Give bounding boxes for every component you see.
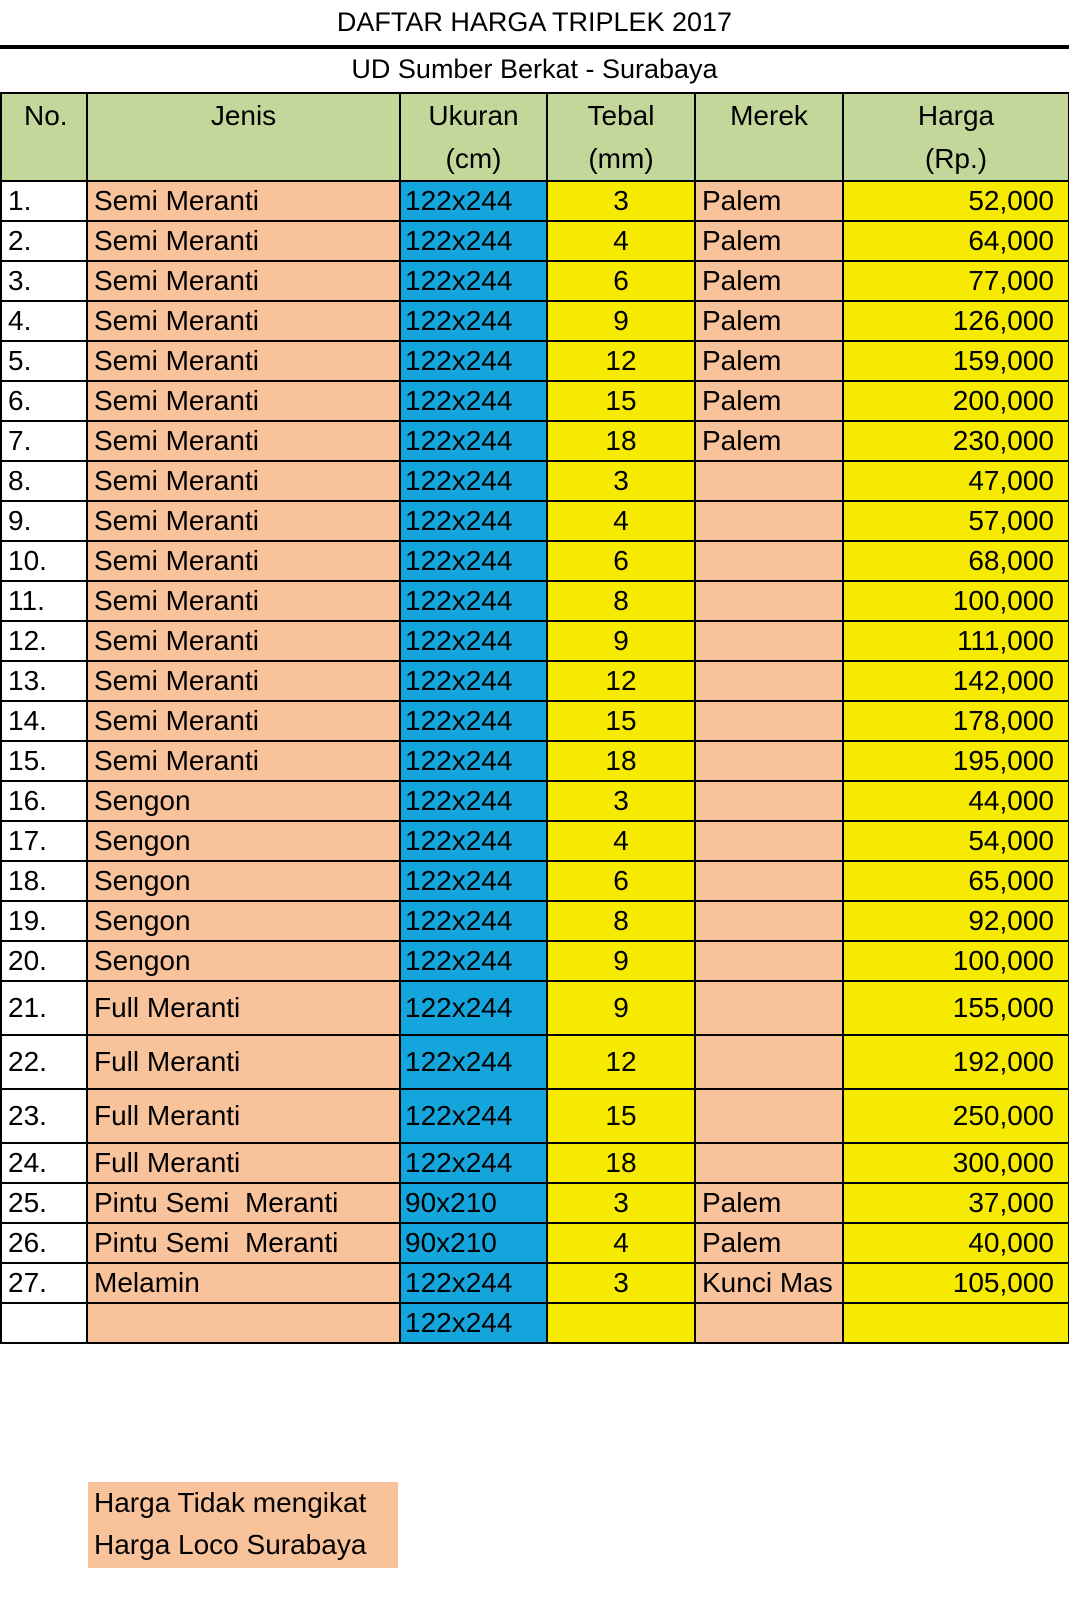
cell-merek: Palem xyxy=(695,421,843,461)
cell-jenis: Semi Meranti xyxy=(87,741,400,781)
cell-harga: 155,000 xyxy=(843,981,1069,1035)
table-row xyxy=(1,341,1069,381)
cell-ukuran: 122x244 xyxy=(400,501,547,541)
page-title: DAFTAR HARGA TRIPLEK 2017 xyxy=(336,7,733,37)
cell-no: 27. xyxy=(1,1263,87,1303)
table-row xyxy=(1,1263,1069,1303)
cell-merek: Kunci Mas xyxy=(695,1263,843,1303)
cell-ukuran: 122x244 xyxy=(400,821,547,861)
cell-ukuran: 122x244 xyxy=(400,861,547,901)
cell-tebal: 3 xyxy=(547,1263,695,1303)
price-note xyxy=(88,1482,398,1568)
cell-tebal: 8 xyxy=(547,581,695,621)
cell-no: 7. xyxy=(1,421,87,461)
cell-harga: 105,000 xyxy=(843,1263,1069,1303)
cell-jenis: Semi Meranti xyxy=(87,501,400,541)
cell-ukuran: 122x244 xyxy=(400,541,547,581)
cell-harga: 54,000 xyxy=(843,821,1069,861)
cell-no xyxy=(1,1303,87,1343)
cell-harga: 100,000 xyxy=(843,581,1069,621)
cell-merek: Palem xyxy=(695,181,843,221)
cell-jenis: Sengon xyxy=(87,941,400,981)
cell-tebal: 15 xyxy=(547,701,695,741)
cell-no: 25. xyxy=(1,1183,87,1223)
table-row xyxy=(1,701,1069,741)
cell-jenis: Full Meranti xyxy=(87,1035,400,1089)
cell-merek xyxy=(695,941,843,981)
table-row xyxy=(1,1143,1069,1183)
cell-harga: 77,000 xyxy=(843,261,1069,301)
cell-ukuran: 122x244 xyxy=(400,661,547,701)
cell-harga: 65,000 xyxy=(843,861,1069,901)
table-row xyxy=(1,861,1069,901)
cell-ukuran: 122x244 xyxy=(400,1089,547,1143)
cell-ukuran: 122x244 xyxy=(400,421,547,461)
page-subtitle: UD Sumber Berkat - Surabaya xyxy=(351,54,718,84)
cell-tebal: 4 xyxy=(547,501,695,541)
cell-merek xyxy=(695,1143,843,1183)
cell-jenis: Semi Meranti xyxy=(87,461,400,501)
cell-jenis: Semi Meranti xyxy=(87,341,400,381)
cell-no: 6. xyxy=(1,381,87,421)
table-row xyxy=(1,301,1069,341)
cell-harga: 192,000 xyxy=(843,1035,1069,1089)
cell-merek xyxy=(695,981,843,1035)
cell-tebal: 6 xyxy=(547,261,695,301)
cell-ukuran: 90x210 xyxy=(400,1183,547,1223)
cell-no: 11. xyxy=(1,581,87,621)
table-row xyxy=(1,581,1069,621)
table-row xyxy=(1,421,1069,461)
cell-no: 15. xyxy=(1,741,87,781)
column-header-no: No. xyxy=(1,93,87,181)
table-row xyxy=(1,661,1069,701)
table-row xyxy=(1,901,1069,941)
table-row xyxy=(1,1303,1069,1343)
cell-jenis: Semi Meranti xyxy=(87,221,400,261)
cell-ukuran: 122x244 xyxy=(400,301,547,341)
cell-tebal: 4 xyxy=(547,221,695,261)
cell-harga: 230,000 xyxy=(843,421,1069,461)
cell-no: 22. xyxy=(1,1035,87,1089)
cell-jenis: Sengon xyxy=(87,781,400,821)
cell-harga: 57,000 xyxy=(843,501,1069,541)
cell-no: 2. xyxy=(1,221,87,261)
column-header-jenis: Jenis xyxy=(87,93,400,181)
cell-merek xyxy=(695,781,843,821)
cell-no: 19. xyxy=(1,901,87,941)
table-row xyxy=(1,981,1069,1035)
cell-harga: 44,000 xyxy=(843,781,1069,821)
table-header-row xyxy=(1,93,1069,181)
cell-harga: 159,000 xyxy=(843,341,1069,381)
table-row xyxy=(1,261,1069,301)
cell-harga: 100,000 xyxy=(843,941,1069,981)
cell-merek xyxy=(695,701,843,741)
cell-merek: Palem xyxy=(695,221,843,261)
cell-merek xyxy=(695,861,843,901)
cell-tebal: 12 xyxy=(547,341,695,381)
cell-tebal: 6 xyxy=(547,861,695,901)
table-row xyxy=(1,741,1069,781)
cell-no: 4. xyxy=(1,301,87,341)
cell-jenis: Full Meranti xyxy=(87,1143,400,1183)
cell-tebal: 15 xyxy=(547,1089,695,1143)
price-table xyxy=(0,92,1069,1344)
cell-merek xyxy=(695,1303,843,1343)
note-line: Harga Tidak mengikat xyxy=(94,1487,367,1518)
cell-merek xyxy=(695,461,843,501)
cell-tebal: 6 xyxy=(547,541,695,581)
cell-no: 16. xyxy=(1,781,87,821)
cell-jenis: Semi Meranti xyxy=(87,701,400,741)
cell-ukuran: 122x244 xyxy=(400,261,547,301)
cell-tebal: 15 xyxy=(547,381,695,421)
cell-merek xyxy=(695,821,843,861)
cell-tebal: 9 xyxy=(547,621,695,661)
cell-ukuran: 122x244 xyxy=(400,941,547,981)
cell-ukuran: 122x244 xyxy=(400,1303,547,1343)
cell-ukuran: 122x244 xyxy=(400,1035,547,1089)
cell-no: 14. xyxy=(1,701,87,741)
cell-jenis: Semi Meranti xyxy=(87,381,400,421)
cell-merek xyxy=(695,741,843,781)
cell-ukuran: 90x210 xyxy=(400,1223,547,1263)
cell-ukuran: 122x244 xyxy=(400,701,547,741)
table-row xyxy=(1,181,1069,221)
cell-ukuran: 122x244 xyxy=(400,381,547,421)
cell-jenis: Semi Meranti xyxy=(87,581,400,621)
cell-ukuran: 122x244 xyxy=(400,1263,547,1303)
column-header-tebal: Tebal (mm) xyxy=(547,93,695,181)
cell-no: 23. xyxy=(1,1089,87,1143)
cell-harga: 68,000 xyxy=(843,541,1069,581)
table-row xyxy=(1,1223,1069,1263)
table-row xyxy=(1,781,1069,821)
cell-jenis: Semi Meranti xyxy=(87,621,400,661)
cell-ukuran: 122x244 xyxy=(400,981,547,1035)
cell-no: 21. xyxy=(1,981,87,1035)
table-row xyxy=(1,941,1069,981)
table-row xyxy=(1,821,1069,861)
cell-merek: Palem xyxy=(695,1183,843,1223)
table-row xyxy=(1,381,1069,421)
cell-merek xyxy=(695,541,843,581)
cell-tebal: 3 xyxy=(547,181,695,221)
cell-jenis: Sengon xyxy=(87,821,400,861)
cell-merek xyxy=(695,621,843,661)
cell-merek xyxy=(695,581,843,621)
cell-harga: 47,000 xyxy=(843,461,1069,501)
cell-merek: Palem xyxy=(695,381,843,421)
cell-no: 9. xyxy=(1,501,87,541)
table-row xyxy=(1,221,1069,261)
cell-tebal: 18 xyxy=(547,421,695,461)
cell-tebal: 3 xyxy=(547,1183,695,1223)
cell-merek xyxy=(695,901,843,941)
cell-ukuran: 122x244 xyxy=(400,461,547,501)
column-header-ukuran: Ukuran (cm) xyxy=(400,93,547,181)
cell-merek xyxy=(695,1035,843,1089)
cell-tebal: 8 xyxy=(547,901,695,941)
cell-jenis: Semi Meranti xyxy=(87,541,400,581)
cell-no: 10. xyxy=(1,541,87,581)
cell-ukuran: 122x244 xyxy=(400,901,547,941)
cell-harga: 142,000 xyxy=(843,661,1069,701)
cell-harga: 300,000 xyxy=(843,1143,1069,1183)
cell-merek: Palem xyxy=(695,1223,843,1263)
cell-merek: Palem xyxy=(695,341,843,381)
cell-jenis: Sengon xyxy=(87,901,400,941)
cell-jenis: Semi Meranti xyxy=(87,421,400,461)
table-row xyxy=(1,1089,1069,1143)
cell-tebal: 4 xyxy=(547,821,695,861)
cell-ukuran: 122x244 xyxy=(400,1143,547,1183)
cell-tebal: 3 xyxy=(547,461,695,501)
table-row xyxy=(1,501,1069,541)
column-header-merek: Merek xyxy=(695,93,843,181)
cell-no: 26. xyxy=(1,1223,87,1263)
cell-tebal: 9 xyxy=(547,301,695,341)
cell-no: 18. xyxy=(1,861,87,901)
cell-jenis: Full Meranti xyxy=(87,1089,400,1143)
cell-no: 5. xyxy=(1,341,87,381)
note-line: Harga Loco Surabaya xyxy=(94,1529,367,1560)
cell-no: 3. xyxy=(1,261,87,301)
table-row xyxy=(1,1035,1069,1089)
cell-harga: 178,000 xyxy=(843,701,1069,741)
cell-ukuran: 122x244 xyxy=(400,221,547,261)
cell-tebal: 3 xyxy=(547,781,695,821)
cell-no: 12. xyxy=(1,621,87,661)
cell-ukuran: 122x244 xyxy=(400,741,547,781)
cell-harga: 126,000 xyxy=(843,301,1069,341)
cell-harga: 195,000 xyxy=(843,741,1069,781)
cell-merek: Palem xyxy=(695,301,843,341)
cell-tebal: 12 xyxy=(547,1035,695,1089)
cell-merek: Palem xyxy=(695,261,843,301)
cell-no: 8. xyxy=(1,461,87,501)
cell-ukuran: 122x244 xyxy=(400,341,547,381)
cell-harga: 250,000 xyxy=(843,1089,1069,1143)
cell-jenis xyxy=(87,1303,400,1343)
cell-jenis: Pintu Semi Meranti xyxy=(87,1223,400,1263)
cell-ukuran: 122x244 xyxy=(400,781,547,821)
cell-jenis: Semi Meranti xyxy=(87,261,400,301)
cell-harga: 64,000 xyxy=(843,221,1069,261)
cell-ukuran: 122x244 xyxy=(400,181,547,221)
column-header-harga: Harga (Rp.) xyxy=(843,93,1069,181)
cell-harga: 92,000 xyxy=(843,901,1069,941)
cell-ukuran: 122x244 xyxy=(400,621,547,661)
cell-no: 24. xyxy=(1,1143,87,1183)
cell-jenis: Semi Meranti xyxy=(87,301,400,341)
cell-jenis: Melamin xyxy=(87,1263,400,1303)
cell-tebal: 12 xyxy=(547,661,695,701)
cell-no: 1. xyxy=(1,181,87,221)
cell-harga: 52,000 xyxy=(843,181,1069,221)
cell-no: 20. xyxy=(1,941,87,981)
cell-jenis: Sengon xyxy=(87,861,400,901)
cell-no: 13. xyxy=(1,661,87,701)
table-row xyxy=(1,621,1069,661)
cell-ukuran: 122x244 xyxy=(400,581,547,621)
cell-no: 17. xyxy=(1,821,87,861)
table-row xyxy=(1,1183,1069,1223)
cell-harga: 37,000 xyxy=(843,1183,1069,1223)
table-row xyxy=(1,461,1069,501)
cell-tebal: 9 xyxy=(547,981,695,1035)
cell-merek xyxy=(695,1089,843,1143)
cell-jenis: Semi Meranti xyxy=(87,661,400,701)
cell-jenis: Pintu Semi Meranti xyxy=(87,1183,400,1223)
cell-harga: 40,000 xyxy=(843,1223,1069,1263)
cell-tebal: 18 xyxy=(547,741,695,781)
cell-merek xyxy=(695,661,843,701)
cell-tebal xyxy=(547,1303,695,1343)
cell-jenis: Full Meranti xyxy=(87,981,400,1035)
cell-tebal: 9 xyxy=(547,941,695,981)
cell-jenis: Semi Meranti xyxy=(87,181,400,221)
cell-tebal: 18 xyxy=(547,1143,695,1183)
table-row xyxy=(1,541,1069,581)
cell-harga: 111,000 xyxy=(843,621,1069,661)
cell-harga: 200,000 xyxy=(843,381,1069,421)
cell-tebal: 4 xyxy=(547,1223,695,1263)
cell-merek xyxy=(695,501,843,541)
cell-harga xyxy=(843,1303,1069,1343)
